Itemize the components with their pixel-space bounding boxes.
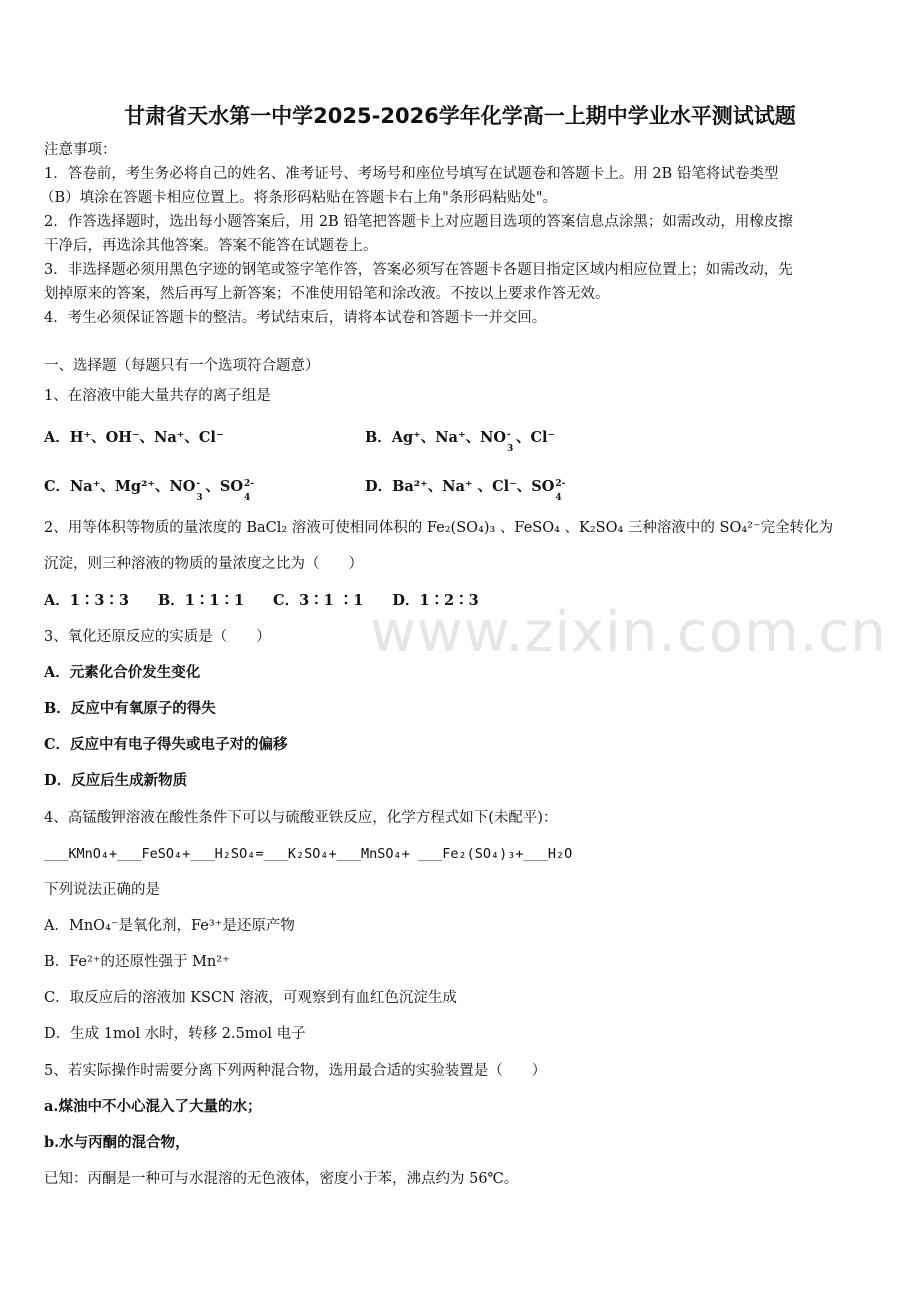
question-2-stem-line2: 沉淀，则三种溶液的物质的量浓度之比为（ ） bbox=[44, 556, 363, 572]
notice-line: 3．非选择题必须用黑色字迹的钢笔或签字笔作答，答案必须写在答题卡各题目指定区域内相应位置上；如需改动，先 bbox=[44, 262, 793, 278]
q1-option-d: D．Ba²⁺、Na⁺ 、Cl⁻、SO 2- 4 bbox=[365, 478, 566, 503]
q3-option-c: C．反应中有电子得失或电子对的偏移 bbox=[44, 736, 288, 753]
watermark: www.zixin.com.cn bbox=[370, 600, 887, 665]
question-4-stem: 4、高锰酸钾溶液在酸性条件下可以与硫酸亚铁反应，化学方程式如下(未配平)： bbox=[44, 810, 558, 826]
question-2-stem-line1: 2、用等体积等物质的量浓度的 BaCl₂ 溶液可使相同体积的 Fe₂(SO₄)₃ 、FeSO₄ 、K₂SO₄ 三种溶液中的 SO₄²⁻完全转化为 bbox=[44, 520, 834, 536]
q5-item-a: a.煤油中不小心混入了大量的水； bbox=[44, 1098, 262, 1115]
q5-item-b: b.水与丙酮的混合物， bbox=[44, 1134, 190, 1151]
page-title: 甘肃省天水第一中学2025-2026学年化学高一上期中学业水平测试试题 bbox=[124, 104, 796, 128]
notice-line: （B）填涂在答题卡相应位置上。将条形码粘贴在答题卡右上角"条形码粘贴处"。 bbox=[40, 190, 557, 206]
q1-option-a: A．H⁺、OH⁻、Na⁺、Cl⁻ bbox=[44, 429, 224, 446]
notice-line: 4．考生必须保证答题卡的整洁。考试结束后，请将本试卷和答题卡一并交回。 bbox=[44, 310, 547, 326]
notice-line: 划掉原来的答案，然后再写上新答案；不准使用铅笔和涂改液。不按以上要求作答无效。 bbox=[44, 286, 610, 302]
q1-option-c: C．Na⁺、Mg²⁺、NO - 3 、SO 2- 4 bbox=[44, 478, 255, 503]
q3-option-d: D．反应后生成新物质 bbox=[44, 772, 188, 789]
notice-line: 干净后，再选涂其他答案。答案不能答在试题卷上。 bbox=[44, 238, 378, 254]
q2-options: A．1∶3∶3 B．1∶1∶1 C．3∶1 ∶1 D．1∶2∶3 bbox=[44, 592, 479, 609]
q4-ask: 下列说法正确的是 bbox=[44, 882, 160, 898]
notice-line: 2．作答选择题时，选出每小题答案后，用 2B 铅笔把答题卡上对应题目选项的答案信息点涂黑；如需改动，用橡皮擦 bbox=[44, 214, 793, 230]
q5-known: 已知：丙酮是一种可与水混溶的无色液体，密度小于苯，沸点约为 56℃。 bbox=[44, 1171, 519, 1187]
question-3-stem: 3、氧化还原反应的实质是（ ） bbox=[44, 629, 271, 645]
q3-option-b: B．反应中有氧原子的得失 bbox=[44, 700, 216, 717]
notice-line: 1．答卷前，考生务必将自己的姓名、准考证号、考场号和座位号填写在试题卷和答题卡上。用 2B 铅笔将试卷类型 bbox=[44, 166, 779, 182]
q4-option-a: A．MnO₄⁻是氧化剂，Fe³⁺是还原产物 bbox=[44, 918, 295, 934]
question-5-stem: 5、若实际操作时需要分离下列两种混合物，选用最合适的实验装置是（ ） bbox=[44, 1063, 547, 1079]
section-heading: 一、选择题（每题只有一个选项符合题意） bbox=[44, 358, 320, 374]
q4-option-d: D．生成 1mol 水时，转移 2.5mol 电子 bbox=[44, 1026, 306, 1042]
q1-option-b: B．Ag⁺、Na⁺、NO - 3 、Cl⁻ bbox=[365, 429, 556, 454]
q4-equation: ___KMnO₄+___FeSO₄+___H₂SO₄=___K₂SO₄+___MnSO₄+ ___Fe₂(SO₄)₃+___H₂O bbox=[44, 846, 573, 862]
q4-option-b: B．Fe²⁺的还原性强于 Mn²⁺ bbox=[44, 954, 230, 970]
notice-heading: 注意事项： bbox=[44, 142, 117, 158]
q4-option-c: C．取反应后的溶液加 KSCN 溶液，可观察到有血红色沉淀生成 bbox=[44, 990, 457, 1006]
q3-option-a: A．元素化合价发生变化 bbox=[44, 664, 201, 681]
question-1-stem: 1、在溶液中能大量共存的离子组是 bbox=[44, 388, 271, 404]
